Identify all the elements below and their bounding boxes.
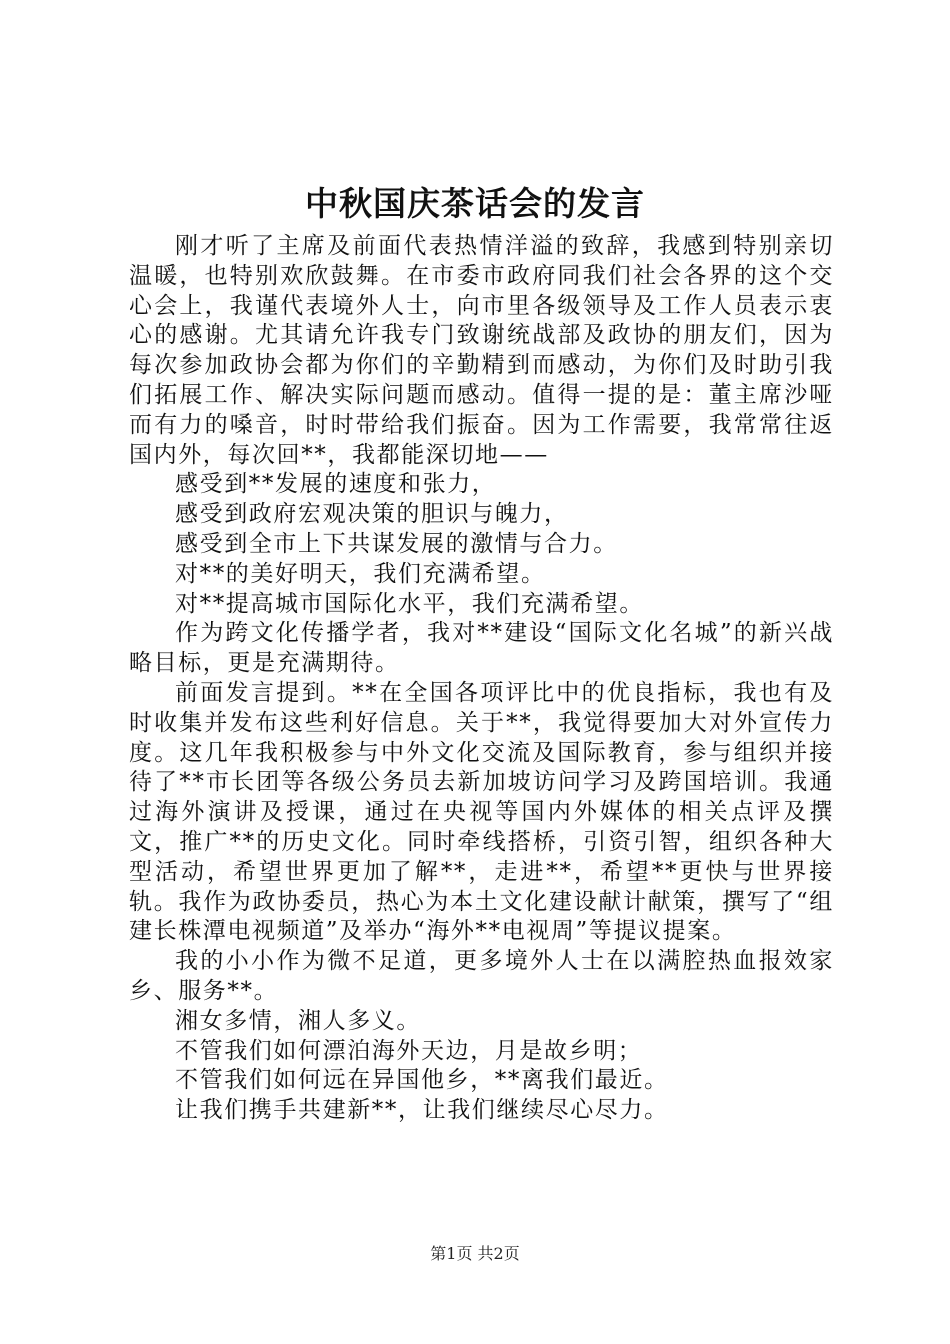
paragraph: 不管我们如何漂泊海外天边，月是故乡明； bbox=[175, 1037, 643, 1064]
paragraph: 对**提高城市国际化水平，我们充满希望。 bbox=[175, 590, 644, 617]
paragraph: 不管我们如何远在异国他乡，**离我们最近。 bbox=[175, 1067, 669, 1094]
paragraph: 感受到**发展的速度和张力， bbox=[175, 471, 497, 498]
paragraph: 前面发言提到。**在全国各项评比中的优良指标，我也有及时收集并发布这些利好信息。关于**，我觉得要加大对外宣传力度。这几年我积极参与中外文化交流及国际教育，参与组织并接待了**市长团等各级公务员去新加坡访问学习及跨国培训。我通过海外演讲及授课，通过在央视等国内外媒体的相关点评及撰文，推广**的历史文化。同时牵线搭桥，引资引智，组织各种大型活动，希望世界更加了解**，走进**，希望**更快与世界接轨。我作为政协委员，热心为本土文化建设献计献策，撰写了“组建长株潭电视频道”及举办“海外**电视周”等提议提案。 bbox=[129, 679, 834, 945]
paragraph: 湘女多情，湘人多义。 bbox=[175, 1007, 421, 1034]
paragraph: 让我们携手共建新**，让我们继续尽心尽力。 bbox=[175, 1097, 669, 1124]
paragraph: 感受到政府宏观决策的胆识与魄力， bbox=[175, 501, 569, 528]
paragraph: 刚才听了主席及前面代表热情洋溢的致辞，我感到特别亲切温暖，也特别欢欣鼓舞。在市委市政府同我们社会各界的这个交心会上，我谨代表境外人士，向市里各级领导及工作人员表示衷心的感谢。尤其请允许我专门致谢统战部及政协的朋友们，因为每次参加政协会都为你们的辛勤精到而感动，为你们及时助引我们拓展工作、解决实际问题而感动。值得一提的是：董主席沙哑而有力的嗓音，时时带给我们振奋。因为工作需要，我常常往返国内外，每次回**，我都能深切地—— bbox=[129, 233, 834, 468]
page-number-footer: 第1页 共2页 bbox=[430, 1244, 520, 1263]
paragraph: 作为跨文化传播学者，我对**建设“国际文化名城”的新兴战略目标，更是充满期待。 bbox=[129, 620, 834, 677]
paragraph: 我的小小作为微不足道，更多境外人士在以满腔热血报效家乡、服务**。 bbox=[129, 948, 834, 1004]
document-title: 中秋国庆茶话会的发言 bbox=[305, 184, 645, 223]
document-body bbox=[129, 232, 834, 1126]
paragraph: 对**的美好明天，我们充满希望。 bbox=[175, 560, 546, 587]
paragraph: 感受到全市上下共谋发展的激情与合力。 bbox=[175, 530, 618, 557]
